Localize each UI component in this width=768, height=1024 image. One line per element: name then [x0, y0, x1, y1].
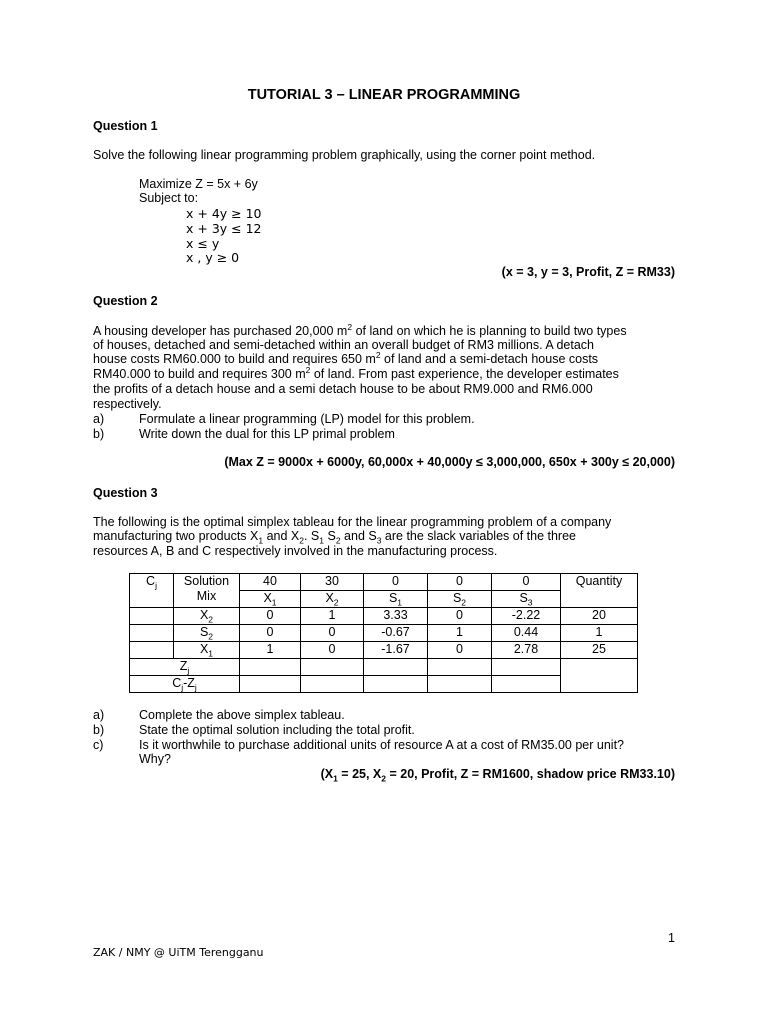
- simplex-tableau: [129, 573, 638, 693]
- q3-item-a-text: Complete the above simplex tableau.: [139, 708, 345, 722]
- cj-zj-label: $C_j-Z_j$: [130, 676, 240, 693]
- q2-line-6: respectively.: [93, 397, 162, 411]
- q3-item-c-continued: Why?: [139, 752, 171, 766]
- constraint-2: x + 3y ≤ 12: [186, 221, 262, 236]
- var-header: $X_1$: [240, 591, 301, 608]
- var-header: $X_2$: [301, 591, 364, 608]
- coef-cell: 0: [428, 574, 492, 591]
- cj-header: $C_j$: [130, 574, 174, 608]
- constraint-3: x ≤ y: [186, 236, 220, 251]
- var-header: $S_1$: [364, 591, 428, 608]
- question-2-answer: (Max Z = 9000x + 6000y, 60,000x + 40,000y ≤ 3,000,000, 650x + 300y ≤ 20,000): [224, 455, 675, 469]
- var-header: $S_2$: [428, 591, 492, 608]
- constraint-1: x + 4y ≥ 10: [186, 206, 262, 221]
- question-1-answer: (x = 3, y = 3, Profit, Z = RM33): [501, 265, 675, 279]
- zj-label: $Z_j$: [130, 659, 240, 676]
- q3-item-b-label: b): [93, 723, 105, 737]
- q2-line-4: RM40.000 to build and requires 300 $m^2$ of land. From past experience, the developer estimates: [93, 364, 619, 381]
- objective-function: Maximize Z = 5x + 6y: [139, 177, 258, 191]
- q3-item-b-text: State the optimal solution including the total profit.: [139, 723, 415, 737]
- q3-item-c-label: c): [93, 738, 104, 752]
- quantity-header: Quantity: [561, 574, 638, 608]
- q2-line-3: house costs RM60.000 to build and requires 650 $m^2$ of land and a semi-detach house costs: [93, 349, 599, 366]
- question-1-heading: Question 1: [93, 119, 158, 133]
- q2-item-b-label: b): [93, 427, 105, 441]
- question-3-answer: ($X_1 = 25$, $X_2 = 20$, Profit, Z = RM1600, shadow price RM33.10): [320, 767, 675, 784]
- subject-to-label: Subject to:: [139, 191, 199, 205]
- coef-cell: 30: [301, 574, 364, 591]
- q2-item-b-text: Write down the dual for this LP primal problem: [139, 427, 395, 441]
- basis-var: $X_2$: [174, 608, 240, 625]
- coef-cell: 0: [364, 574, 428, 591]
- q3-item-c-text: Is it worthwhile to purchase additional units of resource A at a cost of RM35.00 per unit?: [139, 738, 624, 752]
- q2-item-a-label: a): [93, 412, 105, 426]
- basis-var: $X_1$: [174, 642, 240, 659]
- q3-line-1: The following is the optimal simplex tableau for the linear programming problem of a company: [93, 515, 612, 529]
- table-row: [130, 574, 638, 591]
- question-2-heading: Question 2: [93, 294, 158, 308]
- table-row: $S_2$ 0 0 -0.67 1 0.44 1: [130, 625, 638, 642]
- question-3-heading: Question 3: [93, 486, 158, 500]
- q2-item-a-text: Formulate a linear programming (LP) model for this problem.: [139, 412, 475, 426]
- constraint-4: x , y ≥ 0: [186, 250, 240, 265]
- q3-item-a-label: a): [93, 708, 105, 722]
- footer-text: ZAK / NMY @ UiTM Terengganu: [93, 946, 264, 959]
- basis-var: $S_2$: [174, 625, 240, 642]
- q3-line-3: resources A, B and C respectively involved in the manufacturing process.: [93, 544, 498, 558]
- q2-line-5: the profits of a detach house and a semi detach house to be about RM9.000 and RM6.000: [93, 382, 593, 396]
- page-title: TUTORIAL 3 – LINEAR PROGRAMMING: [247, 87, 521, 103]
- solution-mix-header: Solution Mix: [174, 574, 240, 608]
- table-row: $X_1$ 1 0 -1.67 0 2.78 25: [130, 642, 638, 659]
- page-number: 1: [668, 931, 675, 945]
- q3-line-2: manufacturing two products $X_1$ and $X_2$. $S_1$ $S_2$ and $S_3$ are the slack variables of the three: [93, 529, 576, 546]
- var-header: $S_3$: [492, 591, 561, 608]
- coef-cell: 40: [240, 574, 301, 591]
- q2-line-1: A housing developer has purchased 20,000 $m^2$ of land on which he is planning to build two types: [93, 321, 627, 338]
- table-row: $X_2$ 0 1 3.33 0 -2.22 20: [130, 608, 638, 625]
- question-1-intro: Solve the following linear programming problem graphically, using the corner point method.: [93, 148, 596, 162]
- q2-line-2: of houses, detached and semi-detached within an overall budget of RM3 millions. A detach: [93, 338, 595, 352]
- table-row: [130, 659, 638, 676]
- coef-cell: 0: [492, 574, 561, 591]
